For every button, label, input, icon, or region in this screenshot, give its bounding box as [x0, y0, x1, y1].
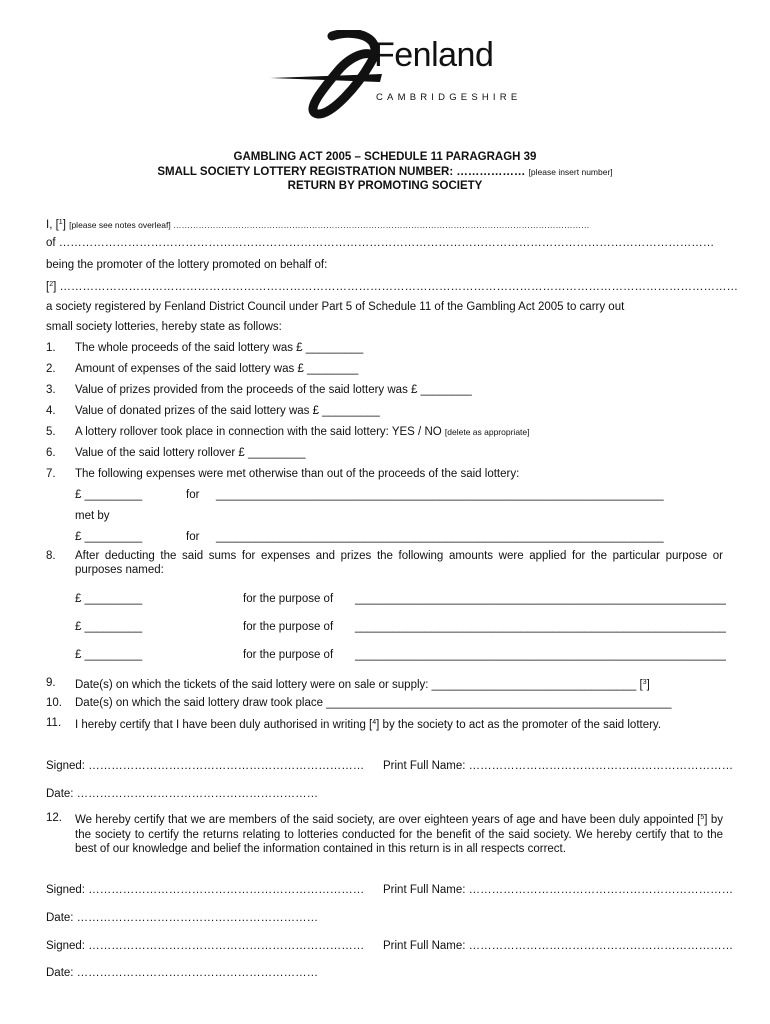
item8-amount-2[interactable]: £ _________: [75, 621, 143, 633]
date-field-1[interactable]: Date: ………………………………………………………: [46, 788, 319, 800]
fenland-logo: [262, 30, 522, 122]
logo-sub: CAMBRIDGESHIRE: [376, 92, 522, 103]
item-2[interactable]: 2. Amount of expenses of the said lottery was £ ________: [46, 363, 359, 375]
item-12-text: We hereby certify that we are members of the said society, are over eighteen years of age and have been duly appointed [$^5$] by the society to certify the returns relating to lotteries conducted for the benefit of the said society. We hereby certify that to the best of our knowledge and belief the information contained in this return is in all respects correct.: [75, 814, 723, 855]
promoter-name-note: [please see notes overleaf] …………………………………………………………………………………………………………………………………: [69, 220, 590, 230]
date-field-3[interactable]: Date: ………………………………………………………: [46, 967, 319, 979]
signed-field-3[interactable]: Signed: ………………………………………………………………: [46, 940, 365, 952]
item7-for-2: for: [186, 531, 200, 543]
item7-amount-2[interactable]: £ _________: [75, 531, 143, 543]
heading-line2: [0, 166, 770, 178]
date-field-2[interactable]: Date: ………………………………………………………: [46, 912, 319, 924]
item-6[interactable]: 6. Value of the said lottery rollover £ _________: [46, 447, 306, 459]
item7-amount-1[interactable]: £ _________: [75, 489, 143, 501]
print-name-field-3[interactable]: Print Full Name: ……………………………………………………………: [383, 940, 734, 952]
hereby-statement: small society lotteries, hereby state as follows:: [46, 321, 282, 333]
item-10[interactable]: 10. Date(s) on which the said lottery draw took place ______________________________________________________: [46, 697, 672, 709]
print-name-field-2[interactable]: Print Full Name: ……………………………………………………………: [383, 884, 734, 896]
item-9[interactable]: 9. Date(s) on which the tickets of the said lottery were on sale or supply: ________________________________ [$^3$]: [46, 677, 650, 691]
item8-purpose-2[interactable]: __________________________________________________________: [355, 621, 726, 633]
promoter-address-line[interactable]: of ………………………………………………………………………………………………………………………………………………………: [46, 237, 715, 249]
registration-number-label: SMALL SOCIETY LOTTERY REGISTRATION NUMBER: ………………: [157, 166, 526, 178]
signed-field-1[interactable]: Signed: ………………………………………………………………: [46, 760, 365, 772]
registration-number-note: [please insert number]: [528, 167, 613, 177]
item8-purpose-label-1: for the purpose of: [243, 593, 334, 605]
promoter-name-line[interactable]: I, [$^1$] [please see notes overleaf] …………………………………………………………………………………………………………………………………: [46, 219, 590, 231]
item8-purpose-label-2: for the purpose of: [243, 621, 334, 633]
item-4[interactable]: 4. Value of donated prizes of the said lottery was £ _________: [46, 405, 380, 417]
item8-amount-3[interactable]: £ _________: [75, 649, 143, 661]
item8-amount-1[interactable]: £ _________: [75, 593, 143, 605]
logo-name: Fenland: [374, 36, 494, 74]
print-name-field-1[interactable]: Print Full Name: ……………………………………………………………: [383, 760, 734, 772]
item8-purpose-1[interactable]: __________________________________________________________: [355, 593, 726, 605]
heading-line1: GAMBLING ACT 2005 – SCHEDULE 11 PARAGRAGH 39: [233, 151, 537, 163]
promoter-statement: being the promoter of the lottery promoted on behalf of:: [46, 259, 328, 271]
item-1[interactable]: 1. The whole proceeds of the said lottery was £ _________: [46, 342, 364, 354]
heading-line3: RETURN BY PROMOTING SOCIETY: [287, 180, 483, 192]
society-name-line[interactable]: [$^2$] ……………………………………………………………………………………………………………………………………………………………: [46, 281, 738, 293]
item7-purpose-1[interactable]: ______________________________________________________________________: [216, 489, 664, 501]
item-8-number: 8.: [46, 550, 56, 562]
registered-statement: a society registered by Fenland District Council under Part 5 of Schedule 11 of the Gambling Act 2005 to carry out: [46, 301, 625, 313]
item8-purpose-3[interactable]: __________________________________________________________: [355, 649, 726, 661]
item7-purpose-2[interactable]: ______________________________________________________________________: [216, 531, 664, 543]
item-7: 7. The following expenses were met otherwise than out of the proceeds of the said lottery:: [46, 468, 520, 480]
item7-for-1: for: [186, 489, 200, 501]
item7-met-by: met by: [75, 510, 110, 522]
signed-field-2[interactable]: Signed: ………………………………………………………………: [46, 884, 365, 896]
item-3[interactable]: 3. Value of prizes provided from the proceeds of the said lottery was £ ________: [46, 384, 472, 396]
item-5[interactable]: 5. A lottery rollover took place in connection with the said lottery: YES / NO [delete as appropriate]: [46, 426, 530, 438]
item-11-number: 11.: [46, 717, 62, 729]
item-11-text: I hereby certify that I have been duly authorised in writing [$^4$] by the society to act as the promoter of the said lottery.: [75, 719, 662, 731]
item-8-text: After deducting the said sums for expenses and prizes the following amounts were applied for the particular purpose or purposes named:: [75, 550, 723, 576]
item-12-number: 12.: [46, 812, 62, 824]
item8-purpose-label-3: for the purpose of: [243, 649, 334, 661]
